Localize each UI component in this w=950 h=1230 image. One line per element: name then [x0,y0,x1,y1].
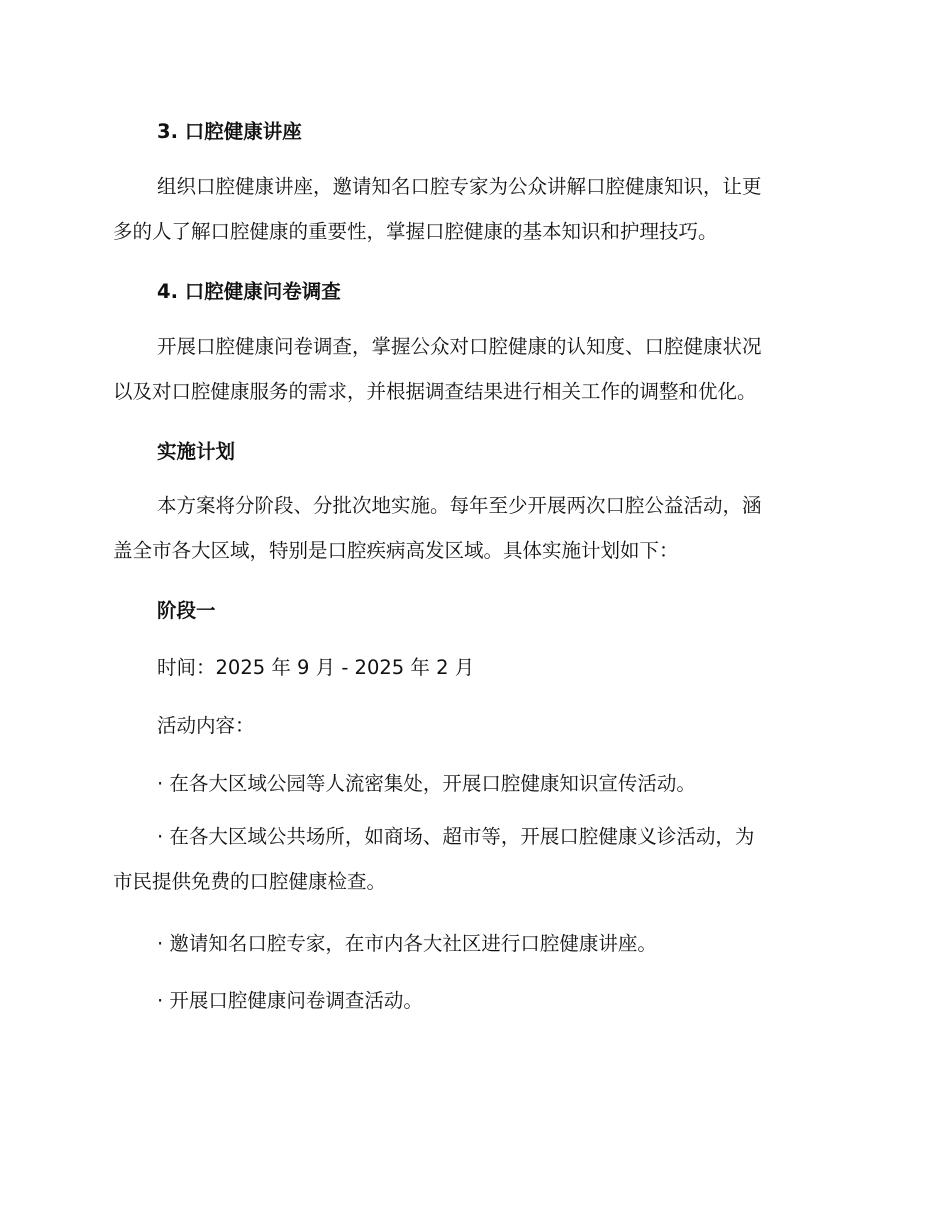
section-heading-lecture: 3. 口腔健康讲座 [157,120,302,143]
list-item: · 开展口腔健康问卷调查活动。 [157,989,423,1012]
paragraph-line: 以及对口腔健康服务的需求，并根据调查结果进行相关工作的调整和优化。 [113,380,757,403]
section-heading-survey: 4. 口腔健康问卷调查 [157,280,341,303]
paragraph-plan [113,483,835,573]
phase-heading: 阶段一 [157,599,216,622]
paragraph-line: 多的人了解口腔健康的重要性，掌握口腔健康的基本知识和护理技巧。 [113,220,718,243]
paragraph-survey [113,324,835,414]
phase-time: 时间：2025 年 9 月 - 2025 年 2 月 [157,656,475,679]
paragraph-line: · 在各大区域公共场所，如商场、超市等，开展口腔健康义诊活动，为 [157,825,755,848]
section-heading-plan: 实施计划 [157,440,236,463]
list-item: · 在各大区域公园等人流密集处，开展口腔健康知识宣传活动。 [157,772,696,795]
paragraph-line: 市民提供免费的口腔健康检查。 [113,870,387,893]
paragraph-line: 组织口腔健康讲座，邀请知名口腔专家为公众讲解口腔健康知识，让更 [157,175,762,198]
activity-label: 活动内容： [157,714,255,737]
paragraph-line: 开展口腔健康问卷调查，掌握公众对口腔健康的认知度、口腔健康状况 [157,335,762,358]
paragraph-lecture [113,164,835,254]
list-item [113,814,835,904]
paragraph-line: 盖全市各大区域，特别是口腔疾病高发区域。具体实施计划如下： [113,539,679,562]
paragraph-line: 本方案将分阶段、分批次地实施。每年至少开展两次口腔公益活动，涵 [157,494,762,517]
list-item: · 邀请知名口腔专家，在市内各大社区进行口腔健康讲座。 [157,932,657,955]
